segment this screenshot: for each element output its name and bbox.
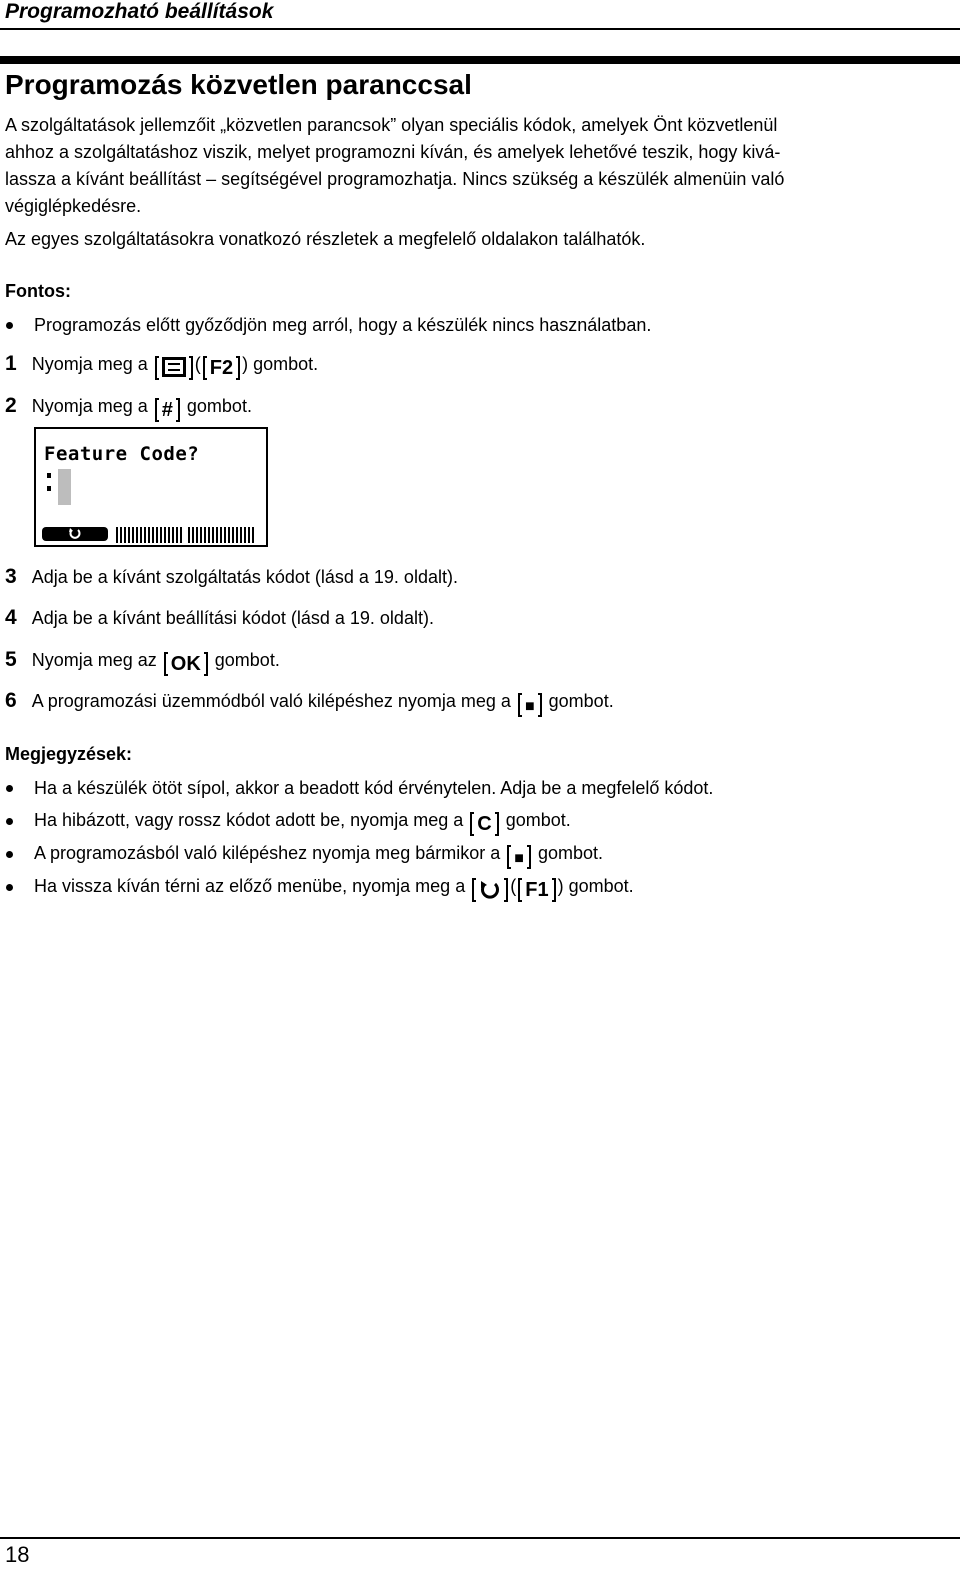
running-header: Programozható beállítások <box>5 0 274 23</box>
important-bullet-1: Programozás előtt győződjön meg arról, hogy a készülék nincs használatban. <box>34 315 652 335</box>
notes-heading: Megjegyzések: <box>5 744 133 764</box>
step-3 <box>5 565 458 589</box>
lcd-cursor <box>58 469 71 505</box>
step-number: 5 <box>5 648 17 671</box>
bullet <box>6 884 13 891</box>
step-text: Nyomja meg a <box>31 354 148 374</box>
step-number: 2 <box>5 394 17 417</box>
step-number: 6 <box>5 689 17 712</box>
intro-details: Az egyes szolgáltatásokra vonatkozó részletek a megfelelő oldalakon találhatók. <box>5 229 646 249</box>
step-text: Nyomja meg az <box>31 650 157 670</box>
note-2: Ha hibázott, vagy rossz kódot adott be, nyomja meg a C gombot. <box>34 808 571 838</box>
note-1: Ha a készülék ötöt sípol, akkor a beadott kód érvénytelen. Adja be a megfelelő kódot. <box>34 778 714 798</box>
header-rule <box>0 28 960 30</box>
bullet <box>6 785 13 792</box>
step-1: 1 Nyomja meg a ( F2 ) gombot. <box>5 352 318 382</box>
menu-icon <box>162 356 186 380</box>
stop-icon: ■ <box>524 698 535 715</box>
step-2: 2 Nyomja meg a # gombot. <box>5 394 252 424</box>
step-4 <box>5 606 434 630</box>
note-3: A programozásból való kilépéshez nyomja meg bármikor a ■ gombot. <box>34 841 603 871</box>
menu-key <box>155 356 193 382</box>
intro-line: lassza a kívánt beállítást – segítségével programozhatja. Nincs szükség a készülék almenüin való <box>5 169 785 189</box>
back-icon <box>479 878 501 902</box>
step-text: Adja be a kívánt beállítási kódot (lásd a 19. oldalt). <box>31 608 434 628</box>
bullet <box>6 322 13 329</box>
f1-key: F1 <box>518 878 555 904</box>
lcd-softkey-blank <box>116 527 182 543</box>
back-key <box>472 878 508 904</box>
step-number: 3 <box>5 565 17 588</box>
intro-line: végiglépkedésre. <box>5 196 142 216</box>
step-number: 1 <box>5 352 17 375</box>
intro-line: ahhoz a szolgáltatáshoz viszik, melyet programozni kíván, és amelyek lehetővé teszik, hogy kivá- <box>5 142 781 162</box>
bullet <box>6 851 13 858</box>
clear-key: C <box>470 812 498 838</box>
lcd-colon <box>47 473 51 499</box>
lcd-display <box>34 427 268 547</box>
f2-key: F2 <box>203 356 240 382</box>
page-number: 18 <box>5 1542 30 1567</box>
step-text: Adja be a kívánt szolgáltatás kódot (lásd a 19. oldalt). <box>31 567 458 587</box>
step-text: A programozási üzemmódból való kilépéshez nyomja meg a <box>31 691 511 711</box>
footer-rule <box>0 1537 960 1539</box>
step-6: 6 A programozási üzemmódból való kilépéshez nyomja meg a ■ gombot. <box>5 689 614 719</box>
back-icon <box>42 527 108 541</box>
hash-icon: # <box>161 399 173 421</box>
bullet <box>6 818 13 825</box>
hash-key <box>155 398 180 424</box>
important-heading: Fontos: <box>5 281 71 301</box>
off-key <box>518 693 542 719</box>
intro-line: A szolgáltatások jellemzőit „közvetlen parancsok” olyan speciális kódok, amelyek Önt közvetlenül <box>5 115 778 135</box>
ok-key: OK <box>164 652 208 678</box>
step-number: 4 <box>5 606 17 629</box>
off-key <box>507 845 531 871</box>
section-rule <box>0 56 960 64</box>
stop-icon: ■ <box>514 850 524 867</box>
step-text: Nyomja meg a <box>31 396 148 416</box>
note-4: Ha vissza kíván térni az előző menübe, nyomja meg a ( F1 ) gombot. <box>34 874 634 904</box>
intro-paragraph <box>5 112 935 220</box>
lcd-softkey-blank <box>188 527 254 543</box>
step-5: 5 Nyomja meg az OK gombot. <box>5 648 280 678</box>
lcd-prompt: Feature Code? <box>44 443 200 465</box>
section-title: Programozás közvetlen paranccsal <box>5 69 472 100</box>
